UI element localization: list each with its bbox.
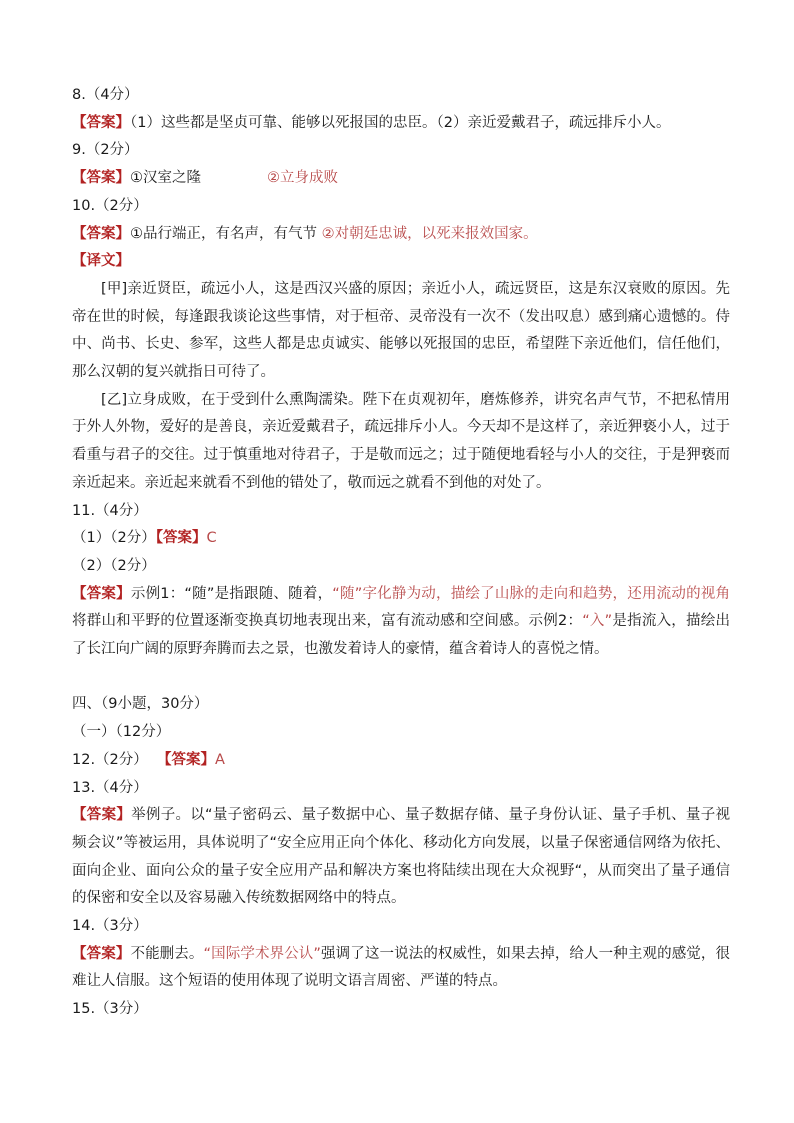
- q11-number: 11.（4分）: [72, 502, 148, 519]
- q14-number: 14.（3分）: [72, 918, 148, 935]
- q13-answer: 举例子。以“量子密码云、量子数据中心、量子数据存储、量子身份认证、量子手机、量子视频会议”等被运用，具体说明了“安全应用正向个体化、移动化方向发展，以量子保密通信网络为依托、面向企业、面向公众的量子安全应用产品和解决方案也将陆续出现在大众视野“，从而突出了量子通信的保密和安全以及容易融入传统数据网络中的特点。: [72, 807, 730, 907]
- q15-number: 15.（3分）: [72, 1001, 148, 1018]
- answer-tag: 【答案】: [72, 945, 131, 962]
- q11-part2-answer: [72, 581, 730, 664]
- q11-part2-text-c: 将群山和平野的位置逐渐变换真切地表现出来，富有流动感和空间感。示例2：: [72, 613, 583, 630]
- q8-answer-line: [72, 110, 730, 138]
- answer-tag: 【答案】: [72, 585, 131, 602]
- translation-jia: [甲]亲近贤臣，疏远小人，这是西汉兴盛的原因；亲近小人，疏远贤臣，这是东汉衰败的原因。先帝在世的时候，每逢跟我谈论这些事情，对于桓帝、灵帝没有一次不（发出叹息）感到痛心遗憾的。侍中、尚书、长史、参军，这些人都是忠贞诚实、能够以死报国的忠臣，希望陛下亲近他们，信任他们，那么汉朝的复兴就指日可待了。: [72, 280, 730, 381]
- q14-text-a: 不能删去。: [130, 945, 204, 962]
- q10-answer-line: [72, 221, 730, 249]
- q14-text-c: 强调了这一说法的权威性，如果去掉，给人一种主观的感觉，很难让人信服。这个短语的使用体现了说明文语言周密、严谨的特点。: [72, 945, 731, 990]
- q8-number: 8.（4分）: [72, 87, 139, 103]
- q13-number: 13.（4分）: [72, 779, 148, 796]
- q9-answer-2: ②立身成败: [267, 170, 338, 187]
- q10-answer-1: ①品行端正，有名声，有气节: [130, 225, 317, 242]
- translation-tag: 【译文】: [72, 253, 130, 270]
- q9-answer-1: ①汉室之隆: [130, 170, 201, 187]
- translation-yi: [乙]立身成败，在于受到什么熏陶濡染。陛下在贞观初年，磨炼修养，讲究名声气节，不把私情用于外人外物，爱好的是善良，亲近爱戴君子，疏远排斥小人。今天却不是这样了，亲近狎亵小人，过于看重与君子的交往。过于慎重地对待君子，于是敬而远之；过于随便地看轻与小人的交往，于是狎亵而亲近起来。亲近起来就看不到他的错处了，敬而远之就看不到他的对处了。: [72, 391, 730, 491]
- answer-tag: 【答案】: [157, 751, 216, 768]
- q11-part1-number: （1）（2分）: [72, 530, 156, 547]
- q14-text-b: “国际学术界公认”: [203, 945, 321, 962]
- answer-tag: 【答案】: [72, 225, 130, 242]
- q11-part1-line: [72, 525, 730, 553]
- q10-number: 10.（2分）: [72, 197, 148, 214]
- q11-part2-number: （2）（2分）: [72, 557, 156, 574]
- q12-number: 12.（2分）: [72, 751, 148, 768]
- q13-answer-block: [72, 802, 730, 913]
- section4-title: 四、（9小题，30分）: [72, 696, 209, 713]
- q12-answer: A: [215, 751, 225, 768]
- q8-answer: （1）这些都是坚贞可靠、能够以死报国的忠臣。（2）亲近爱戴君子，疏远排斥小人。: [130, 114, 671, 131]
- q11-part2-text-d: “入”: [582, 613, 613, 630]
- answer-tag: 【答案】: [155, 530, 207, 547]
- section4-subtitle: （一）（12分）: [72, 724, 171, 741]
- translation-heading: [72, 248, 730, 276]
- q11-part2-text-a: 示例1：“随”是指跟随、随着，: [130, 585, 333, 602]
- q10-answer-2: ②对朝廷忠诚，以死来报效国家。: [321, 225, 538, 242]
- q14-answer-block: [72, 941, 730, 996]
- q11-part2-text-e: 是指流入，描绘出了长江向广阔的原野奔腾而去之景，也激发着诗人的豪情，蕴含着诗人的喜悦之情。: [72, 613, 730, 658]
- answer-tag: 【答案】: [72, 114, 130, 131]
- q11-part2-text-b: “随”字化静为动，描绘了山脉的走向和趋势，还用流动的视角: [332, 585, 731, 602]
- q12-line: [72, 747, 730, 775]
- q9-answer-line: [72, 165, 730, 193]
- q9-number: 9.（2分）: [72, 142, 139, 159]
- answer-tag: 【答案】: [72, 170, 130, 187]
- answer-tag: 【答案】: [72, 807, 132, 824]
- q11-part1-answer: C: [206, 530, 217, 547]
